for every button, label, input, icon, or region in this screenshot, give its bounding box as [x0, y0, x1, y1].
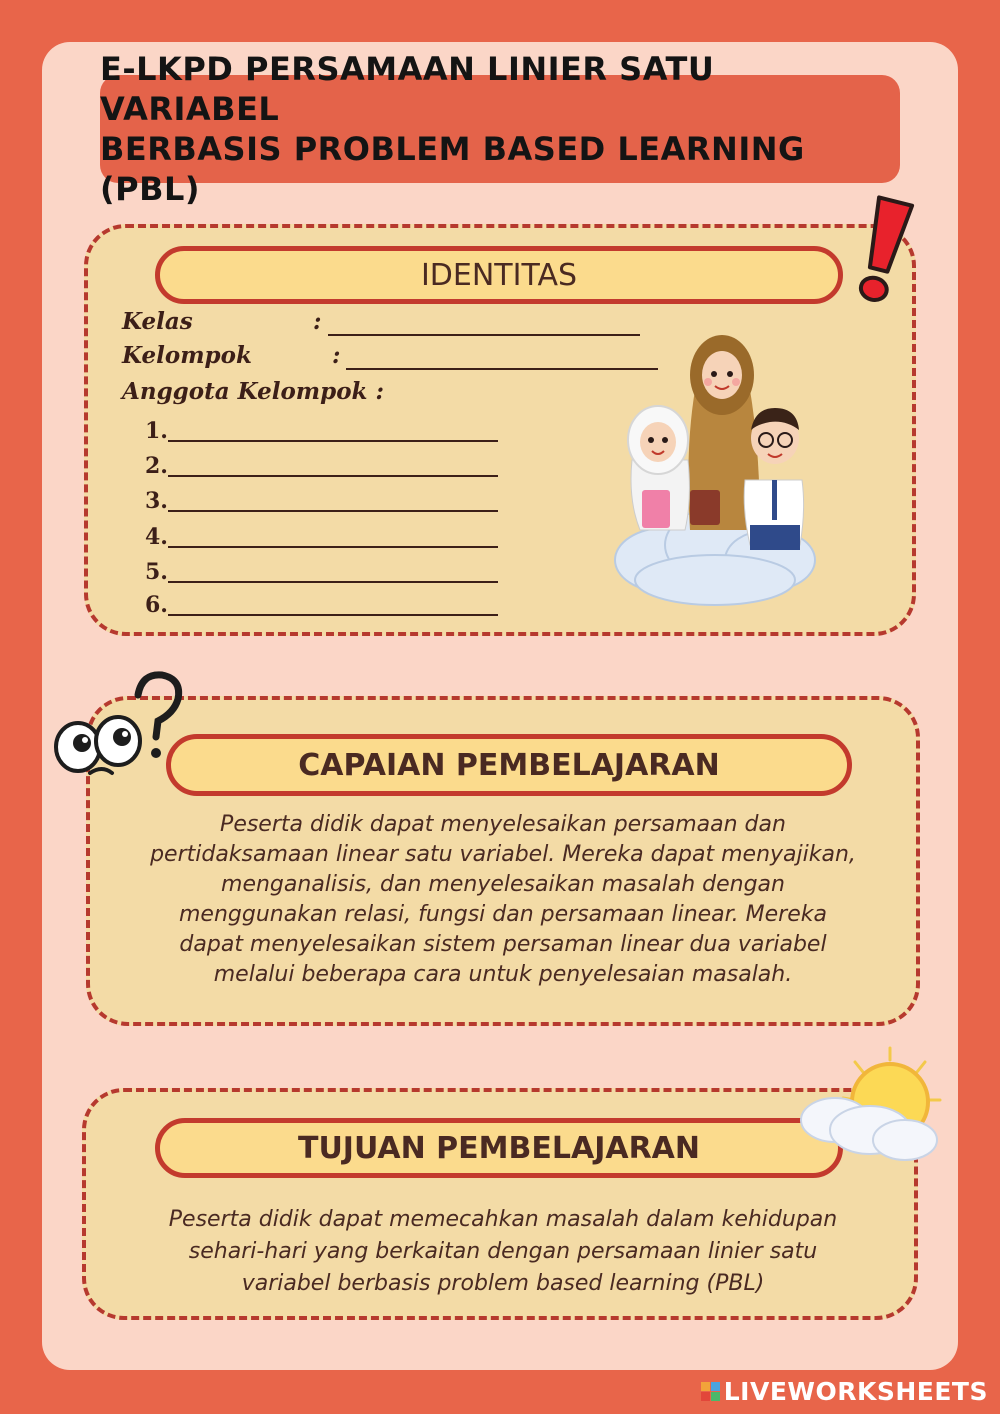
sun-cloud-icon — [795, 1040, 955, 1180]
capaian-line-3: menganalisis, dan menyelesaikan masalah dengan — [221, 872, 785, 897]
kelas-field[interactable] — [328, 334, 640, 336]
member-field-2[interactable] — [168, 475, 498, 477]
capaian-heading: CAPAIAN PEMBELAJARAN — [166, 734, 852, 796]
title-line-1: E-LKPD PERSAMAAN LINIER SATU VARIABEL — [100, 50, 715, 128]
anggota-label: Anggota Kelompok : — [122, 378, 384, 405]
question-eyes-icon — [50, 665, 190, 785]
member-field-5[interactable] — [168, 581, 498, 583]
liveworksheets-footer[interactable] — [701, 1377, 988, 1406]
member-field-1[interactable] — [168, 440, 498, 442]
tujuan-text — [100, 1204, 906, 1300]
tujuan-line-3: variabel berbasis problem based learning (PBL) — [241, 1271, 765, 1296]
liveworksheets-logo-icon — [701, 1382, 720, 1401]
capaian-line-1: Peserta didik dapat menyelesaikan persamaan dan — [220, 812, 786, 837]
tujuan-heading: TUJUAN PEMBELAJARAN — [155, 1118, 843, 1178]
member-field-4[interactable] — [168, 546, 498, 548]
identitas-heading: IDENTITAS — [155, 246, 843, 304]
member-number-4: 4. — [145, 524, 168, 550]
capaian-text — [100, 810, 906, 990]
kelompok-colon: : — [332, 342, 341, 369]
member-field-3[interactable] — [168, 510, 498, 512]
member-number-6: 6. — [145, 592, 168, 618]
tujuan-line-2: sehari-hari yang berkaitan dengan persamaan linier satu — [188, 1239, 818, 1264]
liveworksheets-brand: LIVEWORKSHEETS — [723, 1377, 988, 1406]
member-number-5: 5. — [145, 559, 168, 585]
tujuan-line-1: Peserta didik dapat memecahkan masalah dalam kehidupan — [168, 1207, 838, 1232]
exclamation-icon — [838, 192, 928, 312]
capaian-line-6: melalui beberapa cara untuk penyelesaian masalah. — [213, 962, 793, 987]
kelompok-label: Kelompok — [122, 342, 252, 369]
member-number-1: 1. — [145, 418, 168, 444]
kelas-colon: : — [313, 308, 322, 335]
capaian-line-4: menggunakan relasi, fungsi dan persamaan linear. Mereka — [179, 902, 827, 927]
member-number-2: 2. — [145, 453, 168, 479]
member-number-3: 3. — [145, 488, 168, 514]
capaian-line-5: dapat menyelesaikan sistem persaman linear dua variabel — [179, 932, 827, 957]
kelas-label: Kelas — [122, 308, 193, 335]
member-field-6[interactable] — [168, 614, 498, 616]
title-line-2: BERBASIS PROBLEM BASED LEARNING (PBL) — [100, 130, 805, 208]
teacher-students-illustration — [610, 330, 820, 610]
capaian-line-2: pertidaksamaan linear satu variabel. Mereka dapat menyajikan, — [150, 842, 856, 867]
title-banner — [100, 50, 900, 208]
